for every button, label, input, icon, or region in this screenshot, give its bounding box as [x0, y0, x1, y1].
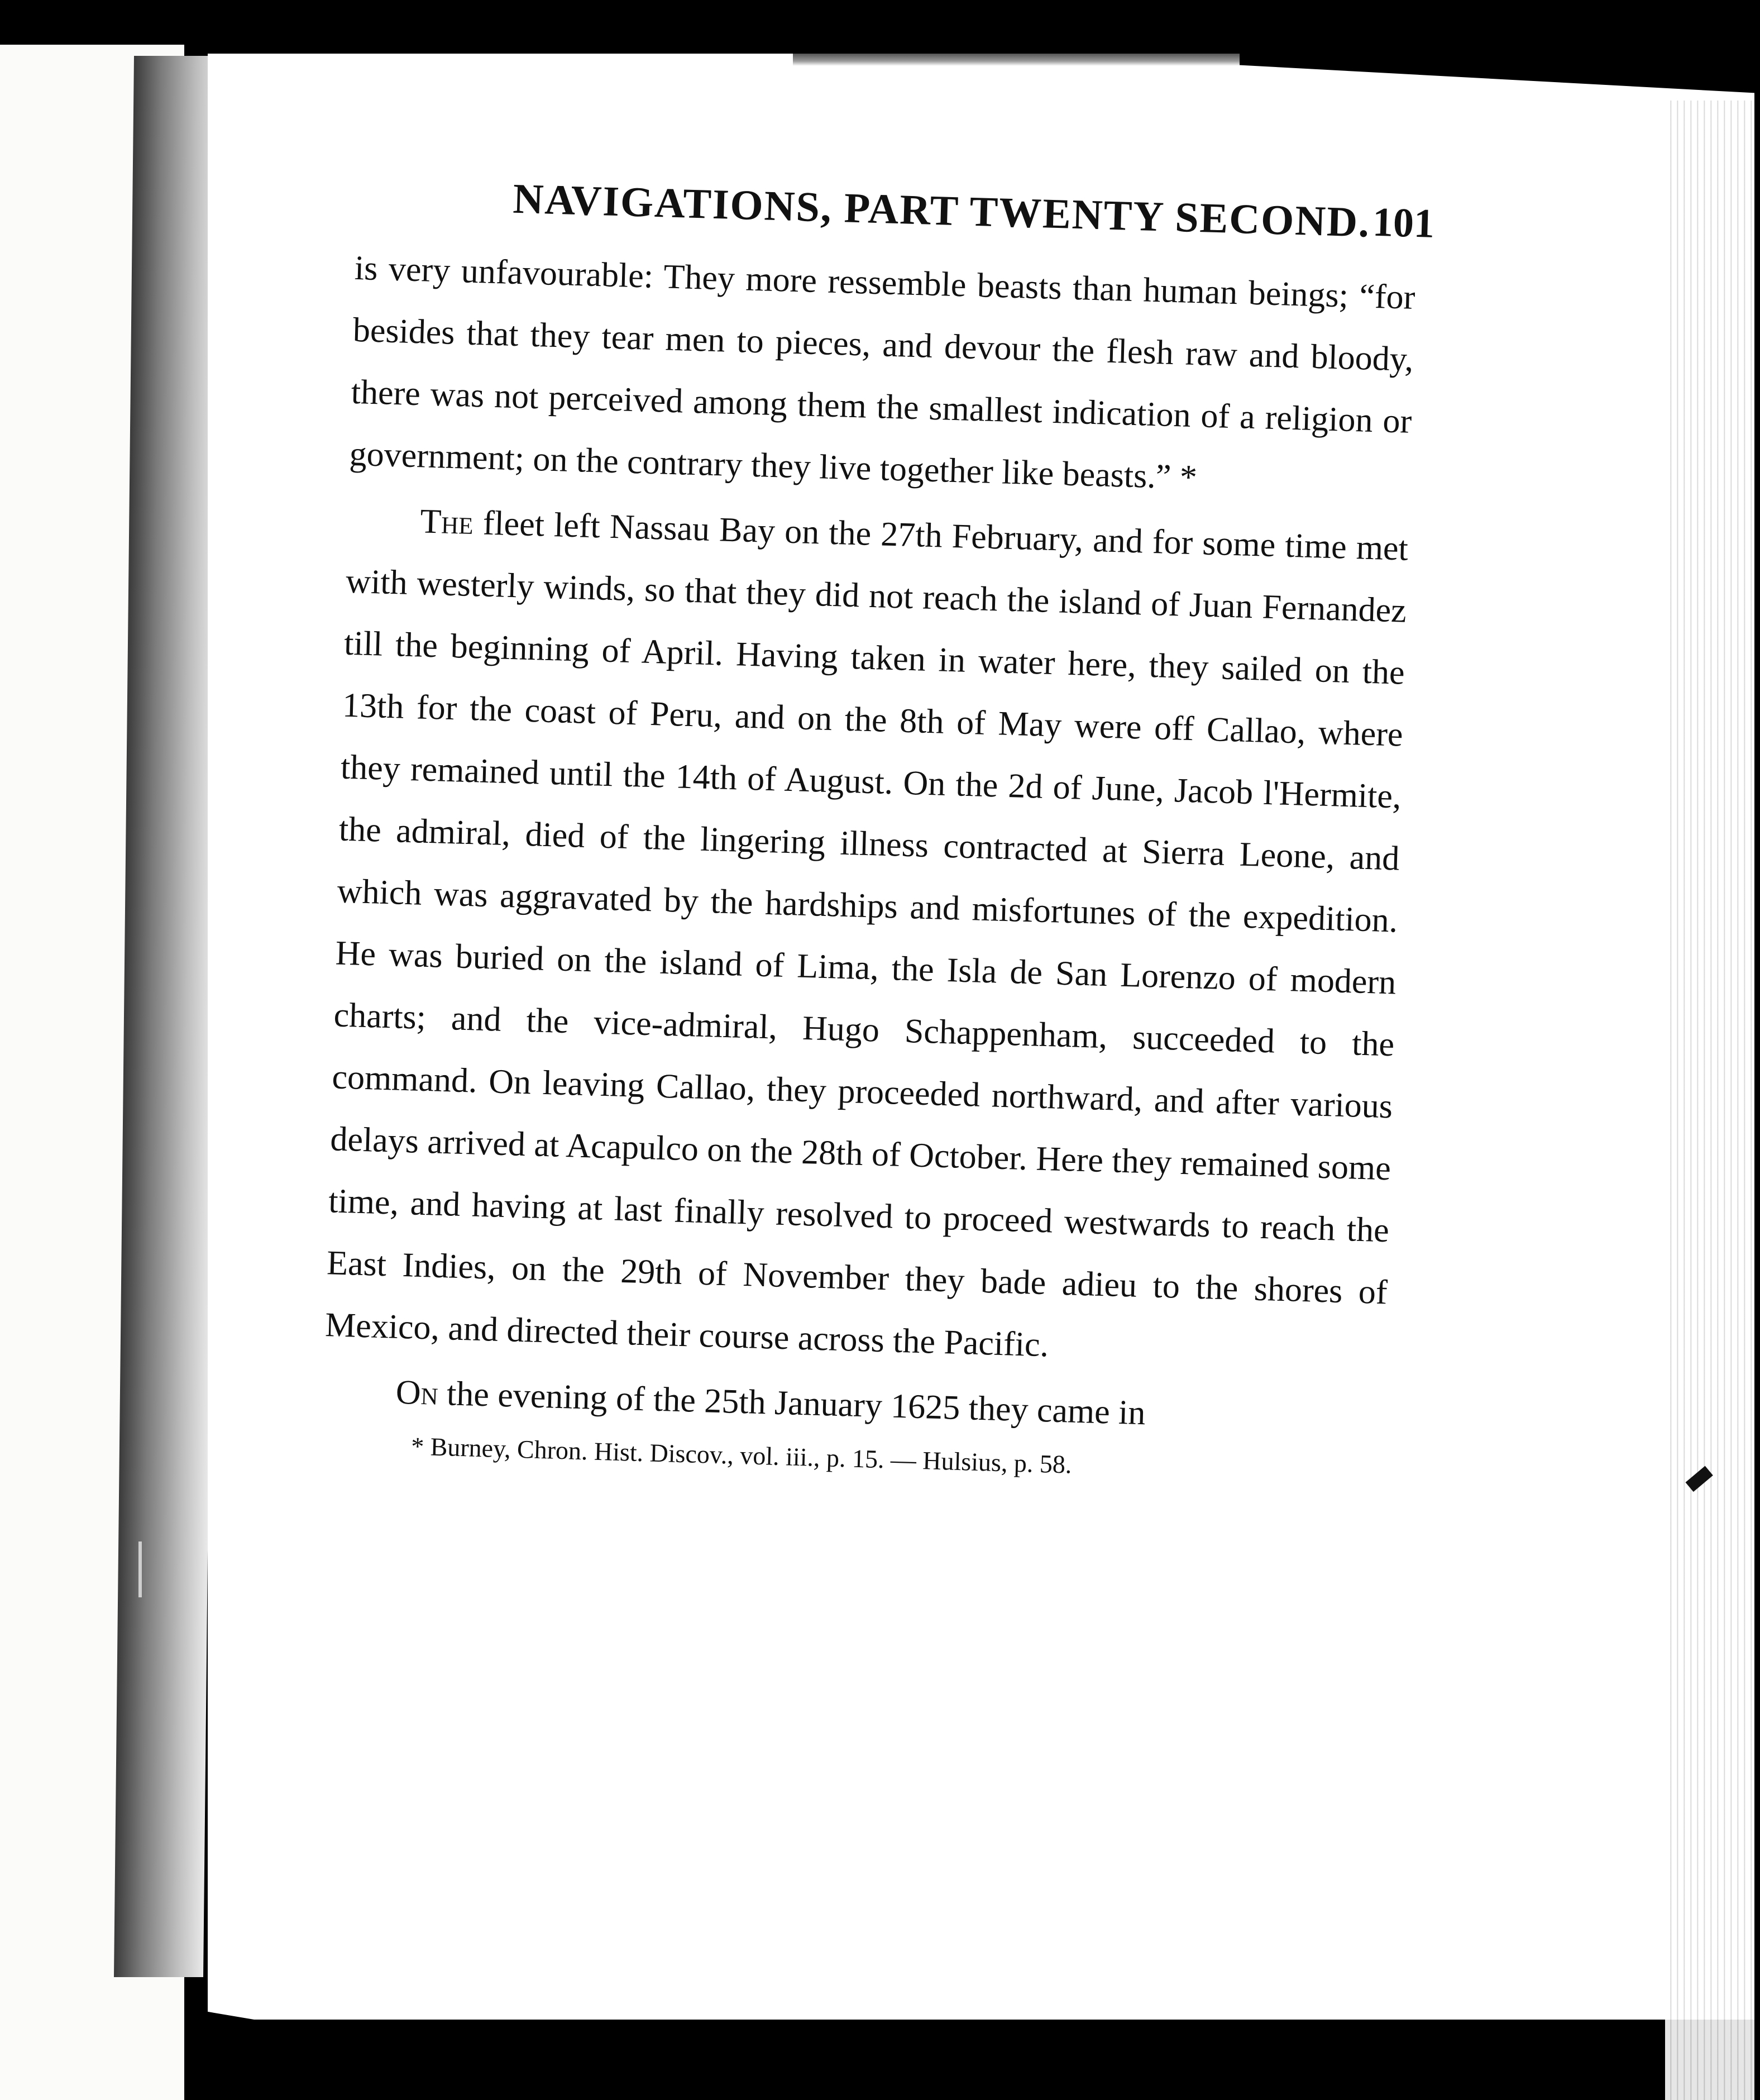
paragraph-1-text: is very unfavourable: They more ressemble beasts than human beings; “for besides that they tear men to pieces, and devour the flesh raw and bloody, there was not perceived among them the smallest indication of a religion or government; on the contrary they live together like beasts.” * [348, 249, 1416, 497]
running-title: NAVIGATIONS, PART TWENTY SECOND. [512, 175, 1371, 246]
page-number: 101 [1371, 199, 1436, 247]
paragraph-3-text: the evening of the 25th January 1625 they came in [437, 1374, 1146, 1433]
page-top-edge [793, 54, 1240, 66]
paragraph-2-text: fleet left Nassau Bay on the 27th February, and for some time met with westerly winds, so that they did not reach the island of Juan Fernandez till the beginning of April. Having taken in water here, they sailed on the 13th for the coast of Peru, and on the 8th of May were off Callao, where they remained until the 14th of August. On the 2d of June, Jacob l'Hermite, the admiral, died of the lingering illness contracted at Sierra Leone, and which was aggravated by the hardships and misfortunes of the expedition. He was buried on the island of Lima, the Isla de San Lorenzo of modern charts; and the vice-admiral, Hugo Schappenham, succeeded to the command. On leaving Callao, they proceeded northward, and after various delays arrived at Acapulco on the 28th of October. Here they remained some time, and having at last finally resolved to proceed westwards to reach the East Indies, on the 29th of November they bade adieu to the shores of Mexico, and directed their course across the Pacific. [324, 504, 1409, 1364]
footnote: * Burney, Chron. Hist. Discov., vol. iii., p. 15. — Hulsius, p. 58. [410, 1431, 1073, 1479]
paragraph-2-lead: The [419, 502, 474, 542]
page-mark [138, 1541, 142, 1597]
paragraph-3-lead: On [395, 1373, 439, 1412]
page-text-block [321, 170, 1436, 1490]
paragraph-1 [348, 237, 1416, 515]
ink-blot-icon: ▮ [1681, 1458, 1721, 1496]
page-edge-stack [1665, 101, 1754, 2100]
paragraph-2 [324, 489, 1409, 1386]
